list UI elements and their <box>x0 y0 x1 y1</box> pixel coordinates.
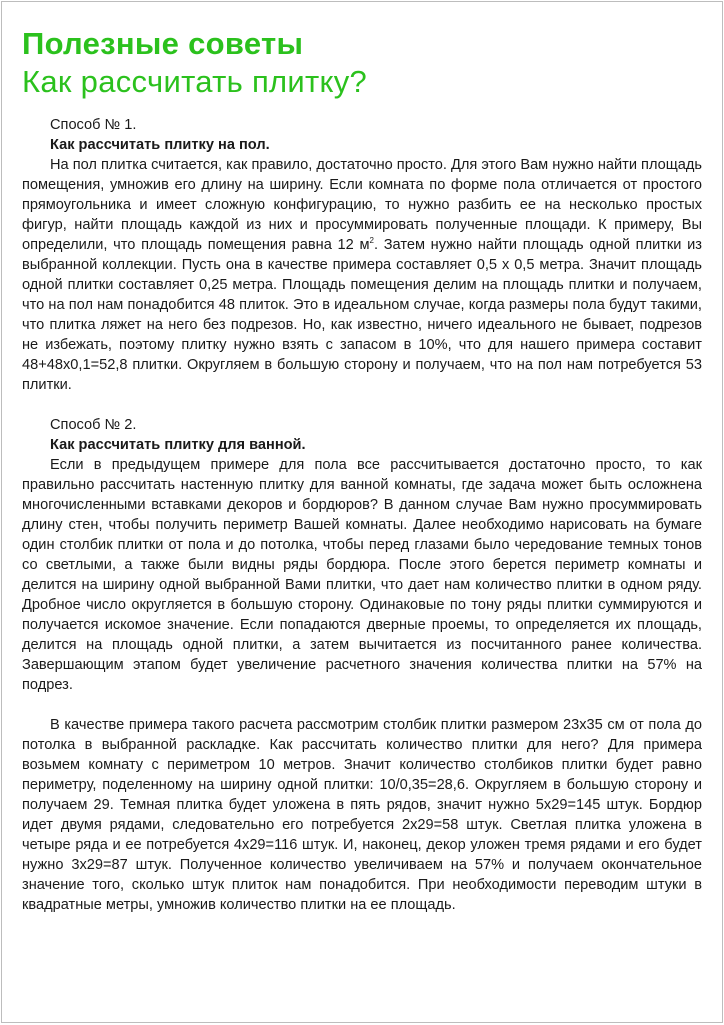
page-title: Полезные советы <box>22 26 304 61</box>
square-superscript: 2 <box>369 236 374 246</box>
method1-text-part1: На пол плитка считается, как правило, достаточно просто. Для этого Вам нужно найти площадь помещения, умножив его длину на ширину. Если комната по форме пола отличается от простого прямоугольника и имеет сложную конфигурацию, то нужно разбить ее на несколько простых фигур, найти площадь каждой из них и просуммировать полученные площади. К примеру, Вы определили, что площадь помещения равна 12 м <box>22 157 702 253</box>
method1-label: Способ № 1. <box>50 117 137 133</box>
method2-paragraph: Если в предыдущем примере для пола все рассчитывается достаточно просто, то как правильно рассчитать настенную плитку для ванной комнаты, где задача может быть осложнена многочисленными вставками декоров и бордюров? В данном случае Вам нужно просуммировать длину стен, чтобы получить периметр Вашей комнаты. Далее необходимо нарисовать на бумаге один столбик плитки от пола и до потолка, чтобы перед глазами было чередование темных тонов со светлыми, а также были видны ряды бордюра. После этого берется периметр комнаты и делится на ширину одной выбранной Вами плитки, что дает нам количество плитки в одном ряду. Дробное число округляется в большую сторону. Одинаковые по тону ряды плитки суммируются и получается искомое значение. Если попадаются дверные проемы, то определяется их площадь, делится на площадь одной плитки, а затем вычитается из посчитанного ранее количества. Завершающим этапом будет увеличение расчетного значения количества плитки на 57% на подрез. <box>22 457 702 693</box>
method1-text-part2: . Затем нужно найти площадь одной плитки из выбранной коллекции. Пусть она в качестве примера составляет 0,5 х 0,5 метра. Значит площадь одной плитки составляет 0,25 метра. Площадь помещения делим на площадь плитки и получаем, что на пол нам понадобится 48 плиток. Это в идеальном случае, когда размеры пола будут такими, что плитка ляжет на него без подрезов. Но, как известно, ничего идеального не бывает, подрезов не избежать, поэтому плитку нужно взять с запасом в 10%, что для нашего примера составит 48+48х0,1=52,8 плитки. Округляем в большую сторону и получаем, что на пол нам потребуется 53 плитки. <box>22 237 702 393</box>
document-page <box>1 1 723 1023</box>
method1-paragraph <box>22 155 702 395</box>
section-gap <box>22 395 702 415</box>
page-subtitle: Как рассчитать плитку? <box>22 64 368 99</box>
article-body <box>22 115 702 915</box>
method1-title: Как рассчитать плитку на пол. <box>50 137 270 153</box>
method2-example-paragraph: В качестве примера такого расчета рассмотрим столбик плитки размером 23х35 см от пола до потолка в выбранной раскладке. Как рассчитать количество плитки для него? Для примера возьмем комнату с периметром 10 метров. Значит количество столбиков плитки будет равно периметру, поделенному на ширину одной плитки: 10/0,35=28,6. Округляем в большую сторону и получаем 29. Темная плитка будет уложена в пять рядов, значит нужно 5х29=145 штук. Бордюр идет двумя рядами, следовательно его потребуется 2х29=58 штук. Светлая плитка уложена в четыре ряда и ее потребуется 4х29=116 штук. И, наконец, декор уложен тремя рядами и его будет нужно 3х29=87 штук. Полученное количество увеличиваем на 57% и получаем окончательное значение того, сколько штук плиток нам понадобится. При необходимости переводим штуки в квадратные метры, умножив количество плитки на ее площадь. <box>22 717 702 913</box>
section-gap <box>22 695 702 715</box>
method2-title: Как рассчитать плитку для ванной. <box>50 437 306 453</box>
method2-label: Способ № 2. <box>50 417 137 433</box>
